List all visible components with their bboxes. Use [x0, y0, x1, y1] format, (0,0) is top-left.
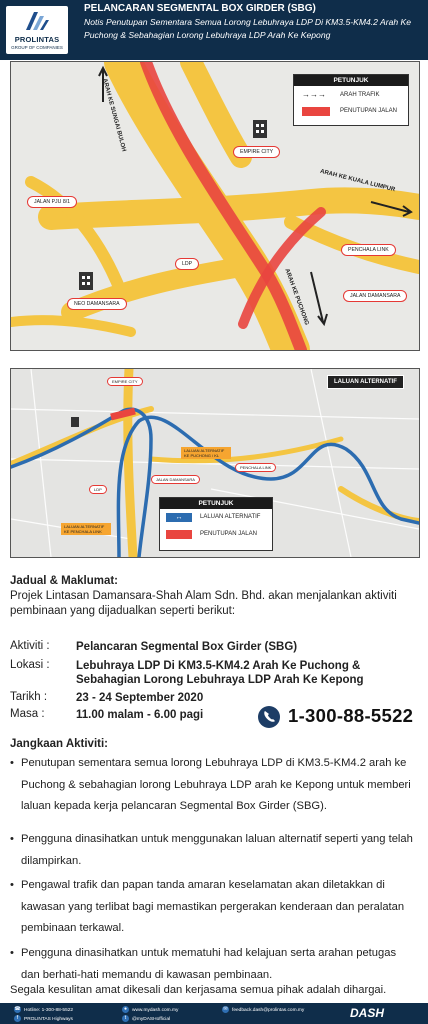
info-value: Pelancaran Segmental Box Girder (SBG) [76, 641, 298, 653]
callout-penchala-link: PENCHALA LINK [341, 244, 396, 256]
alternative-route-tag: LALUAN ALTERNATIF [327, 375, 404, 389]
footer-web-text: www.mydash.com.my [132, 1007, 179, 1013]
info-row-location [10, 659, 418, 689]
info-key: Masa : [10, 708, 45, 720]
callout-neo-damansara: NEO DAMANSARA [67, 298, 127, 310]
bullet-icon: • [10, 757, 14, 769]
info-value: 11.00 malam - 6.00 pagi [76, 709, 204, 721]
phone-icon: ☎ [14, 1006, 21, 1012]
bullet-icon: • [10, 879, 14, 891]
email-icon: ✉ [223, 1006, 228, 1012]
footer-facebook[interactable] [14, 1015, 73, 1022]
callout-penchala-link-2: PENCHALA LINK [235, 463, 276, 472]
logo-sub: GROUP OF COMPANIES [11, 45, 63, 50]
notice-title: PELANCARAN SEGMENTAL BOX GIRDER (SBG) [84, 3, 316, 14]
hotline-number: 1-300-88-5522 [288, 705, 414, 726]
building-icon [71, 417, 79, 427]
callout-jalan-pju: JALAN PJU 8/1 [27, 196, 77, 208]
schedule-section [10, 575, 418, 619]
phone-icon [258, 706, 280, 728]
list-item-text: Penutupan sementara semua lorong Lebuhraya LDP di KM3.5-KM4.2 arah ke Puchong & sebahagian lorong Lebuhraya LDP arah ke Kepong untuk memberi laluan kepada kerja pelancaran Segmental Box Girder (SBG). [21, 757, 411, 812]
activities-heading: Jangkaan Aktiviti: [10, 738, 108, 750]
legend-label-alt-route: LALUAN ALTERNATIF [200, 514, 261, 520]
list-item-text: Pengawal trafik dan papan tanda amaran keselamatan akan diletakkan di kawasan yang terlibat bagi memastikan pergerakan kenderaan dan peralatan pembinaan terkawal. [21, 879, 405, 934]
prolintas-mark-icon [24, 10, 50, 32]
info-key: Aktiviti : [10, 640, 50, 652]
map1-legend [293, 74, 409, 126]
callout-jalan-damansara-2: JALAN DAMANSARA [151, 475, 200, 484]
road-label-sungai-buloh: ARAH KE SUNGAI BULOH [101, 78, 127, 153]
legend-row-alt-route [160, 509, 272, 527]
road-label-kuala-lumpur: ARAH KE KUALA LUMPUR [319, 168, 396, 194]
legend-row-closure [294, 104, 408, 122]
callout-empire-city: EMPIRE CITY [233, 146, 280, 158]
prolintas-logo [6, 6, 68, 54]
info-row-date [10, 691, 418, 705]
legend-row-traffic [294, 86, 408, 104]
closing-note: Segala kesulitan amat dikesali dan kerjasama semua pihak adalah dihargai. [10, 984, 387, 996]
building-icon [79, 272, 93, 290]
building-icon [253, 120, 267, 138]
footer-facebook-text: PROLINTAS Highways [24, 1016, 73, 1022]
legend-title: PETUNJUK [294, 75, 408, 86]
legend-label-closure-2: PENUTUPAN JALAN [200, 531, 257, 537]
info-value: 23 - 24 September 2020 [76, 692, 204, 704]
road-label-puchong: ARAH KE PUCHONG [283, 268, 310, 327]
legend-label-traffic: ARAH TRAFIK [340, 92, 380, 98]
info-row-activity [10, 640, 418, 654]
dash-logo: DASH [350, 1006, 385, 1020]
legend-label-closure: PENUTUPAN JALAN [340, 108, 397, 114]
info-key: Lokasi : [10, 659, 50, 671]
alternative-route-map [10, 368, 420, 558]
list-item-text: Pengguna dinasihatkan untuk menggunakan laluan alternatif seperti yang telah dilampirkan. [21, 833, 413, 867]
twitter-icon: t [122, 1015, 129, 1022]
globe-icon: ● [123, 1006, 128, 1012]
map2-legend [159, 497, 273, 551]
logo-name: PROLINTAS [14, 35, 60, 44]
list-item-text: Pengguna dinasihatkan untuk mematuhi had kelajuan serta arahan petugas dan berhati-hati memandu di kawasan pembinaan. [21, 947, 397, 981]
bullet-icon: • [10, 947, 14, 959]
notice-subtitle: Notis Penutupan Sementara Semua Lorong Lebuhraya LDP Di KM3.5-KM4.2 Arah Ke Puchong & Sebahagian Lorong Lebuhraya LDP Arah Ke Kepong [84, 17, 412, 40]
footer-email[interactable] [222, 1006, 304, 1013]
schedule-intro: Projek Lintasan Damansara-Shah Alam Sdn. Bhd. akan menjalankan aktiviti pembinaan yang dijadualkan seperti berikut: [10, 590, 397, 617]
footer-web[interactable] [122, 1006, 178, 1013]
info-key: Tarikh : [10, 691, 48, 703]
callout-empire-city-2: EMPIRE CITY [107, 377, 143, 386]
bullet-icon: • [10, 833, 14, 845]
alt-route-swatch-icon: ↔ [166, 513, 192, 522]
closure-swatch-icon [302, 107, 330, 116]
schedule-heading: Jadual & Maklumat: [10, 575, 118, 587]
footer-hotline-text: Hotline: 1-300-88-5522 [24, 1007, 74, 1013]
footer-twitter[interactable] [122, 1015, 170, 1022]
legend-row-closure-2 [160, 527, 272, 545]
callout-ldp: LDP [175, 258, 199, 270]
info-value: Lebuhraya LDP Di KM3.5-KM4.2 Arah Ke Puchong & Sebahagian Lorong Lebuhraya LDP Arah Ke Kepong [76, 660, 364, 686]
header-banner [0, 0, 428, 60]
facebook-icon: f [14, 1015, 21, 1022]
footer-email-text: feedback.dash@prolintas.com.my [232, 1007, 305, 1013]
traffic-arrows-icon: →→→ [302, 90, 326, 99]
alt-route-tag-puchong: LALUAN ALTERNATIF KE PUCHONG / KL [181, 447, 231, 459]
closure-map [10, 61, 420, 351]
footer-hotline[interactable] [14, 1006, 73, 1013]
footer [0, 1003, 428, 1024]
callout-jalan-damansara: JALAN DAMANSARA [343, 290, 407, 302]
callout-ldp-2: LDP [89, 485, 107, 494]
footer-twitter-text: @myDASHofficial [132, 1016, 171, 1022]
alt-route-tag-penchala: LALUAN ALTERNATIF KE PENCHALA LINK [61, 523, 111, 535]
hotline[interactable] [258, 705, 420, 729]
closure-swatch-icon [166, 530, 192, 539]
legend-title-2: PETUNJUK [160, 498, 272, 509]
